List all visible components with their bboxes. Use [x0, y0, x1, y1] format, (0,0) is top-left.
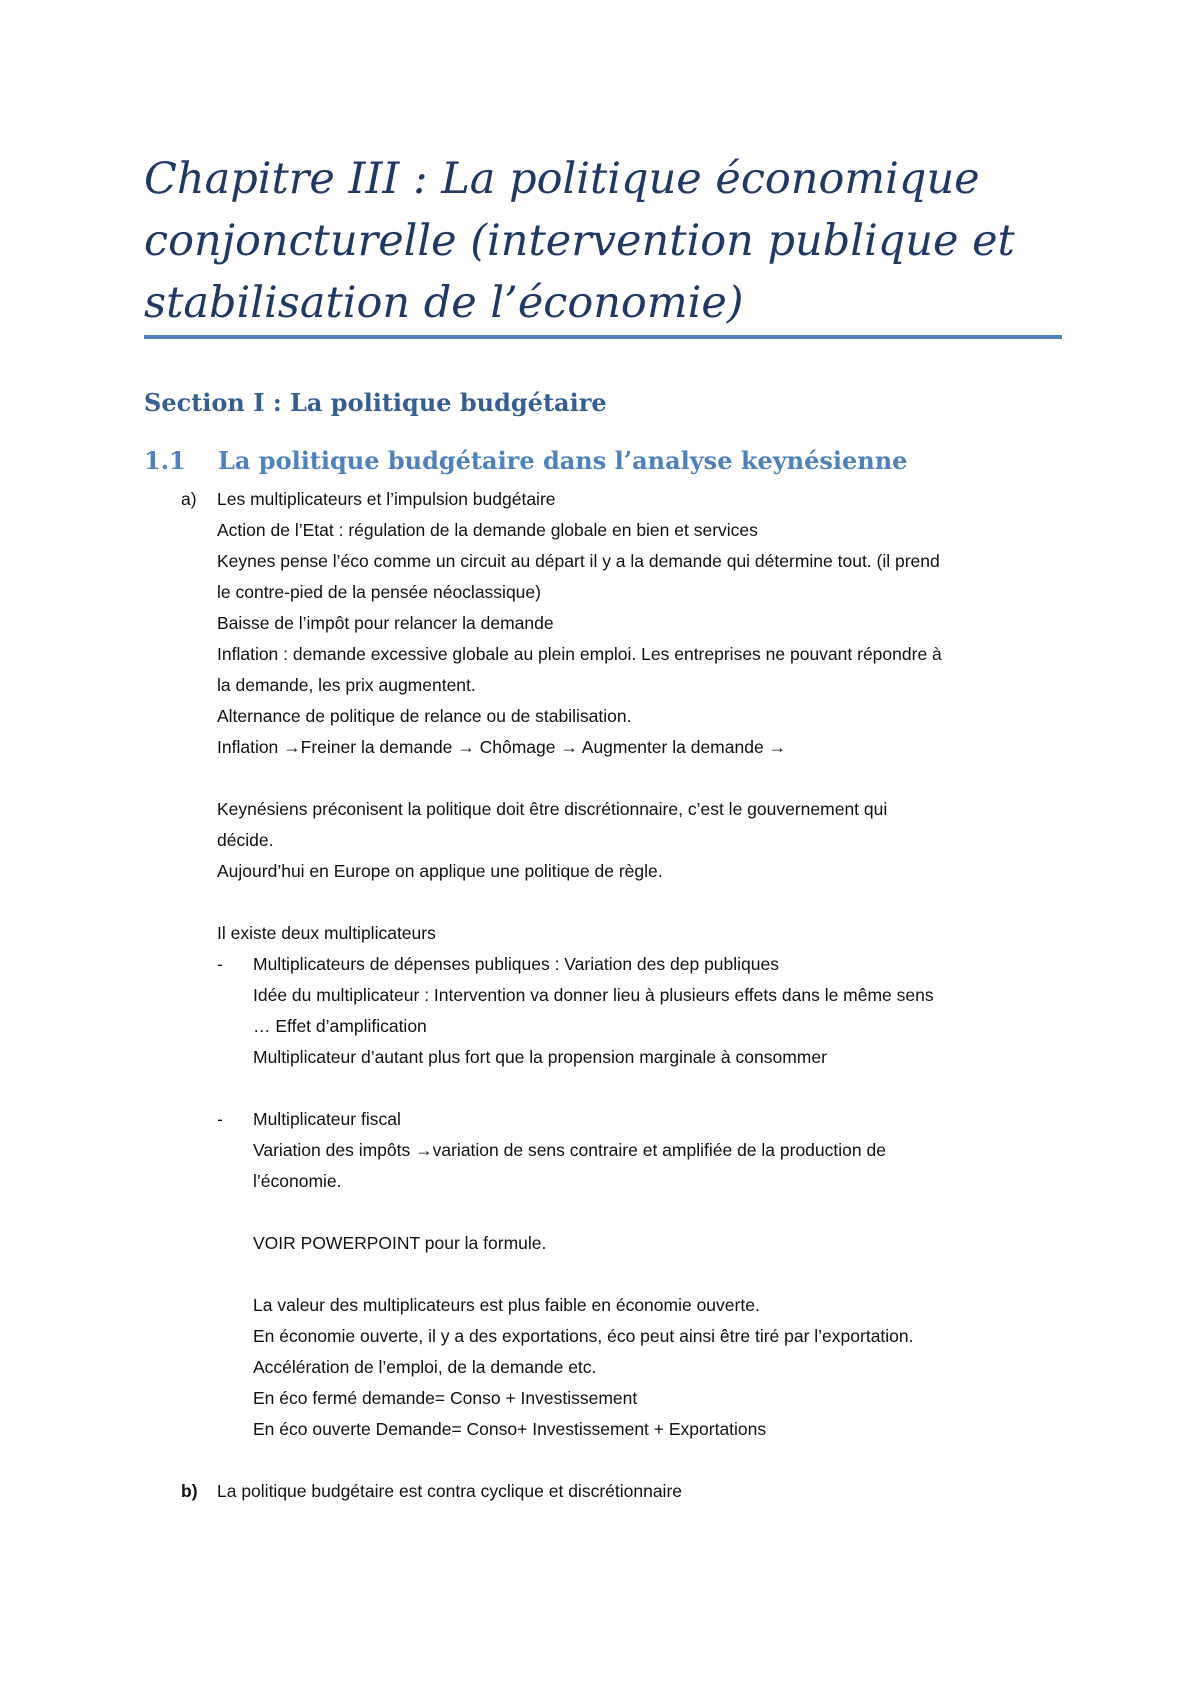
bullet-line: Variation des impôts →variation de sens contraire et amplifiée de la production de [253, 1140, 886, 1160]
bullet-line: Idée du multiplicateur : Intervention va donner lieu à plusieurs effets dans le même sens [253, 985, 934, 1005]
body-line: le contre-pied de la pensée néoclassique) [217, 582, 541, 602]
bullet-line: Multiplicateurs de dépenses publiques : Variation des dep publiques [253, 954, 779, 974]
list-marker-b: b) [181, 1481, 198, 1501]
title-underline [144, 335, 1062, 339]
bullet-line: La valeur des multiplicateurs est plus faible en économie ouverte. [253, 1295, 760, 1315]
chapter-title-line: Chapitre III : La politique économique [144, 154, 980, 204]
body-line: Inflation →Freiner la demande → Chômage → Augmenter la demande → [217, 737, 787, 757]
bullet-line: En éco fermé demande= Conso + Investissement [253, 1388, 638, 1408]
bullet-dash: - [217, 954, 223, 974]
body-line: Action de l’Etat : régulation de la demande globale en bien et services [217, 520, 758, 540]
body-line: Alternance de politique de relance ou de stabilisation. [217, 706, 632, 726]
body-line: Keynes pense l’éco comme un circuit au départ il y a la demande qui détermine tout. (il prend [217, 551, 940, 571]
body-line: décide. [217, 830, 274, 850]
body-line: Les multiplicateurs et l’impulsion budgétaire [217, 489, 556, 509]
chapter-title-line: conjoncturelle (intervention publique et [144, 216, 1015, 266]
chapter-title-line: stabilisation de l’économie) [144, 278, 744, 328]
body-line: Aujourd’hui en Europe on applique une politique de règle. [217, 861, 663, 881]
chapter-title [144, 148, 1064, 334]
body-line: Keynésiens préconisent la politique doit être discrétionnaire, c’est le gouvernement qui [217, 799, 888, 819]
subsection-title: La politique budgétaire dans l’analyse keynésienne [218, 446, 908, 475]
body-line: La politique budgétaire est contra cyclique et discrétionnaire [217, 1481, 683, 1501]
bullet-line: VOIR POWERPOINT pour la formule. [253, 1233, 547, 1253]
bullet-line: En économie ouverte, il y a des exportations, éco peut ainsi être tiré par l’exportation. [253, 1326, 914, 1346]
body-line: Inflation : demande excessive globale au plein emploi. Les entreprises ne pouvant répondre à [217, 644, 942, 664]
bullet-line: Accélération de l’emploi, de la demande etc. [253, 1357, 597, 1377]
bullet-line: l’économie. [253, 1171, 342, 1191]
bullet-line: En éco ouverte Demande= Conso+ Investissement + Exportations [253, 1419, 767, 1439]
body-line: la demande, les prix augmentent. [217, 675, 476, 695]
bullet-dash: - [217, 1109, 223, 1129]
subsection-heading [144, 446, 907, 475]
section-heading: Section I : La politique budgétaire [144, 388, 607, 417]
bullet-line: … Effet d’amplification [253, 1016, 427, 1036]
list-marker-a: a) [181, 489, 197, 509]
bullet-line: Multiplicateur fiscal [253, 1109, 401, 1129]
body-line: Baisse de l’impôt pour relancer la demande [217, 613, 554, 633]
body-line: Il existe deux multiplicateurs [217, 923, 436, 943]
subsection-number: 1.1 [144, 446, 186, 475]
bullet-line: Multiplicateur d’autant plus fort que la propension marginale à consommer [253, 1047, 827, 1067]
